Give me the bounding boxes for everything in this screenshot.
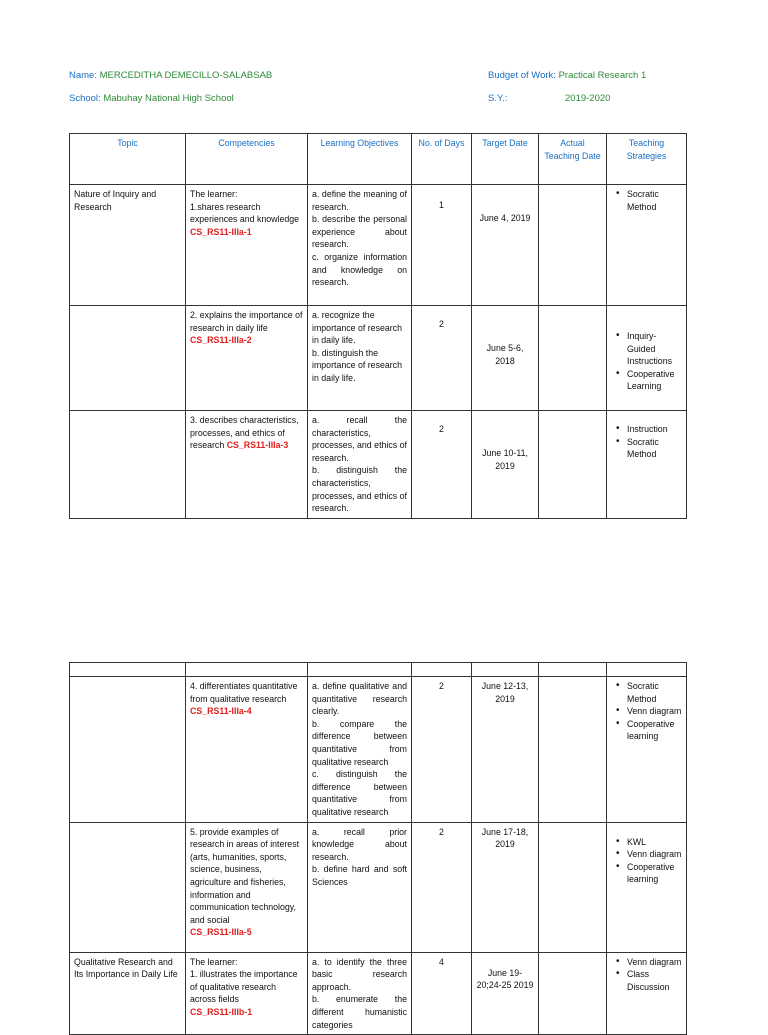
strategies-cell: [607, 822, 687, 952]
col-topic: Topic: [70, 134, 186, 185]
topic-cell: Nature of Inquiry and Research: [70, 185, 186, 306]
topic-cell: Qualitative Research and Its Importance in Daily Life: [70, 952, 186, 1035]
strategy-item: • Instruction: [627, 423, 682, 436]
strategies-list: [611, 836, 682, 886]
empty-cell: [70, 663, 186, 677]
strategies-list: [611, 956, 682, 994]
competency-text: 1.shares research experiences and knowledge: [190, 201, 300, 225]
empty-cell: [539, 663, 607, 677]
objective-text: a. define qualitative and quantitative research clearly.: [312, 681, 407, 717]
objective-text: c. organize information and knowledge on research.: [312, 251, 407, 288]
budget-table-page2: [69, 662, 687, 1035]
col-actual-teaching-date: Actual Teaching Date: [539, 134, 607, 185]
objectives-cell: [308, 822, 412, 952]
objective-text: b. distinguish the importance of research in daily life.: [312, 347, 402, 383]
sy-value: 2019-2020: [565, 93, 611, 104]
col-no-of-days: No. of Days: [412, 134, 472, 185]
budget-value: Practical Research 1: [558, 70, 647, 81]
days-cell: 2: [412, 411, 472, 519]
competency-code: CS_RS11-IIIa-1: [190, 226, 252, 237]
sy-label-wrap: [488, 93, 507, 104]
competency-text: 2. explains the importance of research in daily life: [190, 310, 303, 333]
objective-text: b. define hard and soft Sciences: [312, 864, 407, 887]
strategies-cell: [607, 411, 687, 519]
strategies-cell: [607, 185, 687, 306]
topic-cell: [70, 411, 186, 519]
table-row: [70, 306, 687, 411]
competency-code: CS_RS11-IIIb-1: [190, 1006, 253, 1017]
strategies-list: [611, 188, 682, 213]
days-cell: 2: [412, 677, 472, 823]
objectives-cell: [308, 677, 412, 823]
days-cell: 2: [412, 822, 472, 952]
actual-date-cell: [539, 185, 607, 306]
objective-text: b. distinguish the characteristics, processes, and ethics of research.: [312, 465, 407, 514]
topic-cell: [70, 306, 186, 411]
strategy-item: • KWL: [627, 836, 682, 849]
days-cell: 1: [412, 185, 472, 306]
objectives-cell: [308, 306, 412, 411]
strategy-item: • Venn diagram: [627, 705, 682, 718]
target-date-cell: June 17-18, 2019: [472, 822, 539, 952]
strategy-item: • Socratic Method: [627, 188, 682, 213]
objectives-cell: [308, 185, 412, 306]
competency-text: 4. differentiates quantitative from qualitative research: [190, 681, 298, 704]
objective-text: a. to identify the three basic research approach.: [312, 956, 407, 992]
strategies-list: [611, 680, 682, 743]
strategy-item: • Inquiry-Guided Instructions: [627, 330, 682, 368]
topic-cell: [70, 822, 186, 952]
budget-table-page1: [69, 133, 687, 519]
competency-cell: [186, 185, 308, 306]
target-date-cell: June 5-6, 2018: [472, 306, 539, 411]
col-learning-objectives: Learning Objectives: [308, 134, 412, 185]
school-line: [69, 93, 234, 104]
competency-text: The learner:: [190, 956, 238, 967]
actual-date-cell: [539, 952, 607, 1035]
topic-cell: [70, 677, 186, 823]
competency-text: 3. describes characteristics, processes, and ethics of research: [190, 415, 299, 451]
col-target-date: Target Date: [472, 134, 539, 185]
objective-text: a. recall the characteristics, processes, and ethics of research.: [312, 415, 407, 463]
strategy-item: • Venn diagram: [627, 956, 682, 969]
objective-text: c. distinguish the difference between quantitative from qualitative research: [312, 769, 407, 817]
strategies-list: [611, 330, 682, 393]
objective-text: a. recognize the importance of research in daily life.: [312, 310, 402, 346]
strategies-cell: [607, 306, 687, 411]
col-teaching-strategies: Teaching Strategies: [607, 134, 687, 185]
budget-label: Budget of Work:: [488, 70, 556, 81]
actual-date-cell: [539, 411, 607, 519]
empty-cell: [412, 663, 472, 677]
strategy-item: • Socratic Method: [627, 436, 682, 461]
empty-header-row: [70, 663, 687, 677]
sy-value-wrap: [565, 93, 610, 104]
objective-text: b. enumerate the different humanistic categories: [312, 994, 407, 1030]
objective-text: b. compare the difference between quantitative from qualitative research: [312, 718, 407, 767]
school-label: School:: [69, 93, 101, 104]
objective-text: a. define the meaning of research.: [312, 189, 407, 212]
actual-date-cell: [539, 306, 607, 411]
strategy-item: • Venn diagram: [627, 848, 682, 861]
competency-text: 1. illustrates the importance of qualitative research across fields: [190, 969, 298, 1005]
days-cell: 4: [412, 952, 472, 1035]
target-date-cell: June 10-11, 2019: [472, 411, 539, 519]
competency-code: CS_RS11-IIIa-3: [226, 440, 289, 451]
budget-of-work-line: [488, 70, 646, 81]
name-label: Name:: [69, 70, 97, 81]
objectives-cell: [308, 952, 412, 1035]
strategy-item: • Cooperative learning: [627, 718, 682, 743]
competency-cell: [186, 306, 308, 411]
empty-cell: [607, 663, 687, 677]
competency-code: CS_RS11-IIIa-4: [190, 706, 252, 717]
actual-date-cell: [539, 677, 607, 823]
competency-code: CS_RS11-IIIa-2: [190, 335, 252, 346]
days-cell: 2: [412, 306, 472, 411]
strategy-item: • Socratic Method: [627, 680, 682, 705]
table-row: [70, 952, 687, 1035]
sy-label: S.Y.:: [488, 93, 508, 104]
strategy-item: • Cooperative Learning: [627, 368, 682, 393]
empty-cell: [186, 663, 308, 677]
competency-cell: [186, 411, 308, 519]
target-date-cell: June 4, 2019: [472, 185, 539, 306]
competency-text: The learner:: [190, 189, 238, 199]
name-value: MERCEDITHA DEMECILLO-SALABSAB: [99, 70, 273, 81]
table-row: [70, 185, 687, 306]
table-header-row: [70, 134, 687, 185]
competency-text: 5. provide examples of research in areas of interest (arts, humanities, sports, science, business, agriculture and fisheries, information and communication technology, and social: [190, 826, 300, 925]
actual-date-cell: [539, 822, 607, 952]
empty-cell: [472, 663, 539, 677]
competency-cell: [186, 952, 308, 1035]
target-date-cell: June 12-13, 2019: [472, 677, 539, 823]
strategy-item: • Cooperative learning: [627, 861, 682, 886]
objective-text: b. describe the personal experience about research.: [312, 214, 407, 250]
school-value: Mabuhay National High School: [103, 93, 234, 104]
objective-text: a. recall prior knowledge about research.: [312, 826, 407, 862]
table-row: [70, 822, 687, 952]
competency-code: CS_RS11-IIIa-5: [190, 927, 252, 938]
teacher-name-line: [69, 70, 272, 81]
competency-cell: [186, 822, 308, 952]
strategy-item: • Class Discussion: [627, 968, 682, 993]
target-date-cell: June 19-20;24-25 2019: [472, 952, 539, 1035]
objectives-cell: [308, 411, 412, 519]
strategies-cell: [607, 677, 687, 823]
table-row: [70, 411, 687, 519]
competency-cell: [186, 677, 308, 823]
empty-cell: [308, 663, 412, 677]
col-competencies: Competencies: [186, 134, 308, 185]
strategies-cell: [607, 952, 687, 1035]
strategies-list: [611, 423, 682, 461]
table-row: [70, 677, 687, 823]
